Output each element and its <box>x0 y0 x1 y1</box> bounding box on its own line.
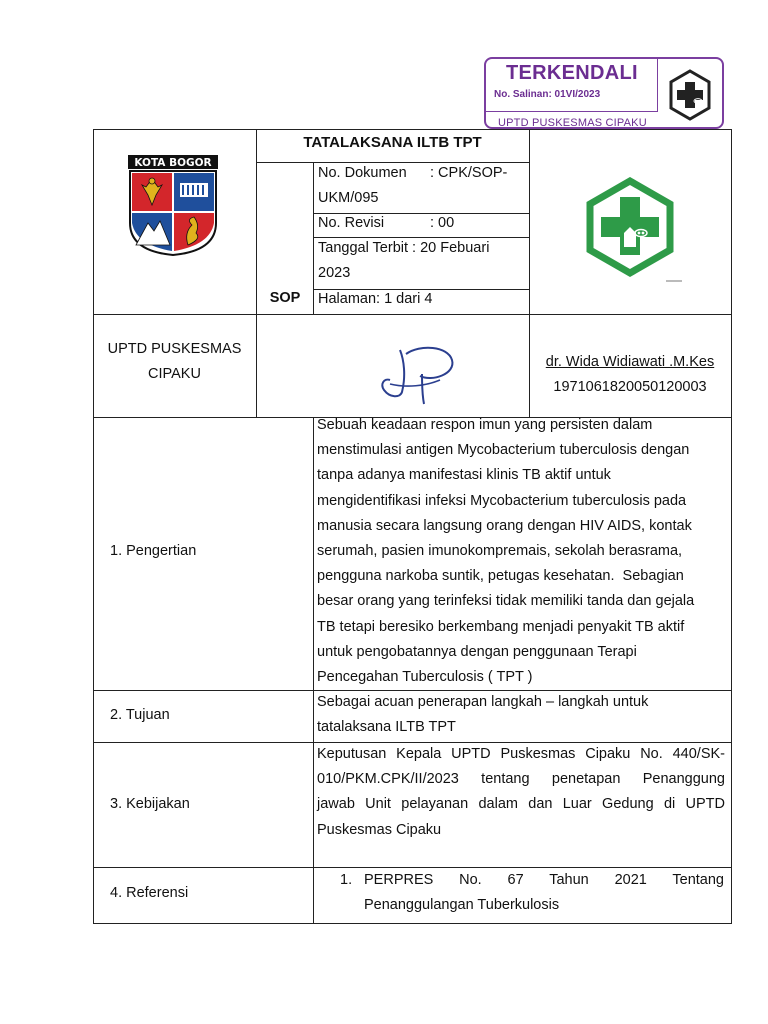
organization-name <box>93 337 256 387</box>
section-body-referensi <box>340 868 724 918</box>
pengertian-line: besar orang yang terinfeksi tidak memiliki tanda dan gejala <box>317 593 695 610</box>
section-body-kebijakan <box>317 742 725 843</box>
kota-bogor-logo <box>126 153 220 257</box>
body-col-divider <box>313 417 314 924</box>
stamp-organization: UPTD PUSKESMAS CIPAKU <box>498 117 647 129</box>
section-label-kebijakan: 3. Kebijakan <box>110 796 190 812</box>
tujuan-line: tatalaksana ILTB TPT <box>317 719 456 736</box>
signer-name: dr. Wida Widiawati .M.Kes <box>545 354 715 370</box>
logo-lettering: KOTA BOGOR <box>134 157 212 169</box>
pengertian-line: untuk pengobatannya dengan penggunaan Terapi <box>317 643 637 660</box>
doc-number-value-cont: UKM/095 <box>318 190 379 206</box>
kebijakan-line: Puskesmas Cipaku <box>317 821 442 838</box>
pengertian-line: manusia secara langsung orang dengan HIV AIDS, kontak <box>317 517 692 534</box>
sop-label: SOP <box>269 290 301 306</box>
issued-date: Tanggal Terbit : 20 Febuari <box>318 240 490 256</box>
stamp-title: TERKENDALI <box>506 62 638 84</box>
doc-number-label: No. Dokumen <box>318 165 407 181</box>
pengertian-line: tanpa adanya manifestasi klinis TB aktif untuk <box>317 467 611 484</box>
reference-item <box>340 868 724 918</box>
header-row-bottom <box>93 314 732 315</box>
section-body-tujuan <box>317 690 725 740</box>
issued-date-year: 2023 <box>318 265 351 281</box>
stamp-divider-vertical <box>657 59 658 111</box>
puskesmas-cross-icon <box>586 177 686 287</box>
signer-block <box>529 350 731 400</box>
section-label-pengertian: 1. Pengertian <box>110 543 197 559</box>
kebijakan-line: Keputusan Kepala UPTD Puskesmas Cipaku No. 440/SK- <box>317 746 725 762</box>
controlled-document-stamp <box>484 57 724 129</box>
pengertian-line: Sebuah keadaan respon imun yang persisten dalam <box>317 417 653 433</box>
stamp-divider <box>486 111 658 112</box>
kebijakan-line: 010/PKM.CPK/II/2023 tentang penetapan Penanggung <box>317 771 725 788</box>
revision-label: No. Revisi <box>318 215 385 231</box>
pengertian-line: TB tetapi beresiko berkembang menjadi penyakit TB aktif <box>317 618 685 635</box>
document-title: TATALAKSANA ILTB TPT <box>303 134 482 151</box>
kebijakan-line: jawab Unit pelayanan dalam dan Luar Gedung di UPTD <box>317 796 725 813</box>
pengertian-line: pengguna narkoba suntik, petugas kesehatan. Sebagian <box>317 568 684 585</box>
signer-nip: 197106182005012000​3 <box>553 379 707 396</box>
table-border-bottom <box>93 923 732 924</box>
stamp-copy-number: No. Salinan: 01VI/2023 <box>494 89 601 100</box>
puskesmas-logo <box>586 177 686 287</box>
pengertian-line: menstimulasi antigen Mycobacterium tuberculosis dengan <box>317 442 690 459</box>
table-border-right <box>731 129 732 924</box>
table-border-left <box>93 129 94 924</box>
pengertian-line: Pencegahan Tuberculosis ( TPT ) <box>317 669 533 686</box>
pengertian-line: serumah, pasien imunokompremais, sekolah berasrama, <box>317 543 683 560</box>
doc-number-value: : CPK/SOP- <box>430 165 508 181</box>
organization-name-line2: CIPAKU <box>148 366 201 383</box>
tujuan-line: Sebagai acuan penerapan langkah – langkah untuk <box>317 694 649 710</box>
handwritten-signature-icon <box>370 340 470 410</box>
page-info: Halaman: 1 dari 4 <box>318 291 433 307</box>
pengertian-line: mengidentifikasi infeksi Mycobacterium tuberculosis pada <box>317 492 687 509</box>
header-col-divider-1 <box>256 129 257 418</box>
revision-value: : 00 <box>430 215 455 231</box>
section-label-referensi: 4. Referensi <box>110 885 189 901</box>
puskesmas-stamp-logo-icon <box>668 69 712 121</box>
reference-line-2: Penanggulangan Tuberkulosis <box>364 897 560 914</box>
section-label-tujuan: 2. Tujuan <box>110 707 170 723</box>
section-body-pengertian <box>317 413 725 690</box>
organization-name-line1: UPTD PUSKESMAS <box>107 341 242 357</box>
reference-line-1: PERPRES No. 67 Tahun 2021 Tentang <box>364 872 724 888</box>
kota-bogor-shield-icon <box>126 153 220 257</box>
reference-number: 1. <box>340 872 353 888</box>
header-col-divider-2 <box>313 162 314 314</box>
